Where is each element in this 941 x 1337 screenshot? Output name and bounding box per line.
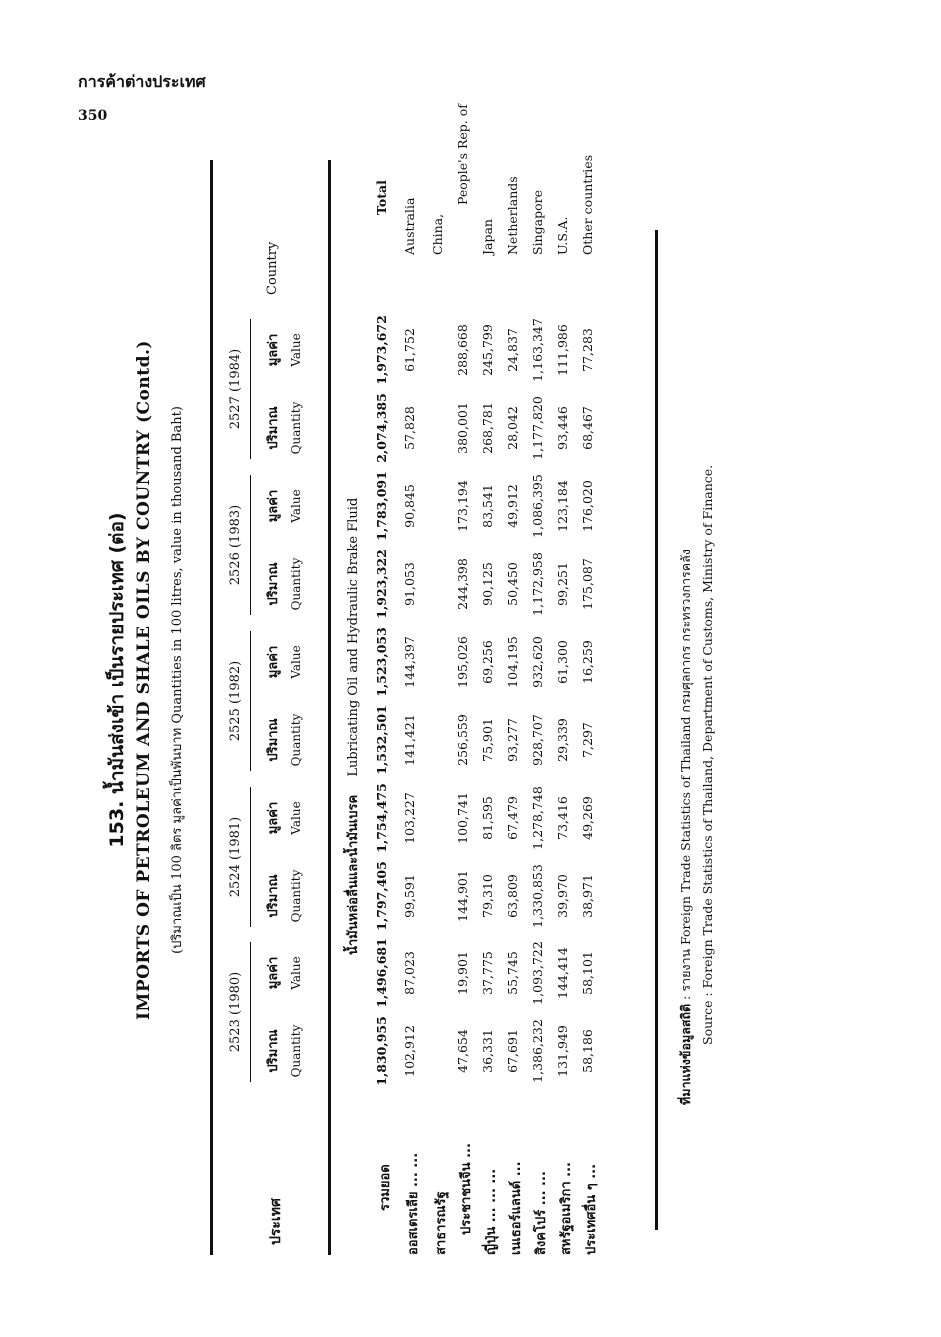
quantity-cell: 141,421: [402, 714, 417, 766]
qty-header-thai: ปริมาณ: [266, 874, 281, 918]
qty-header-thai: ปริมาณ: [266, 1029, 281, 1073]
value-cell: 61,300: [555, 640, 570, 684]
quantity-cell: 244,398: [455, 558, 470, 610]
value-cell: 1,163,347: [530, 318, 545, 382]
value-column-header: [262, 779, 303, 857]
country-name-thai: สหรัฐอเมริกา ...: [559, 1162, 574, 1255]
quantity-cell: 1,172,958: [530, 552, 545, 616]
quantity-cell: 175,087: [580, 558, 595, 610]
quantity-cell: 93,446: [555, 406, 570, 450]
quantity-cell: 68,467: [580, 406, 595, 450]
quantity-cell: 67,691: [505, 1029, 520, 1073]
value-cell: 49,269: [580, 796, 595, 840]
quantity-cell: 36,331: [480, 1029, 495, 1073]
table-title-thai: 153. น้ำมันส่งเข้า เป็นรายประเทศ (ต่อ): [106, 512, 128, 848]
source-thai: ที่มาแห่งข้อมูลสถิติ : รายงาน Foreign Trade Statistics of Thailand กรมศุลกากร กระทรวงการคลัง: [678, 549, 693, 1105]
year-header: 2524 (1981): [228, 816, 243, 898]
val-header-thai: มูลค่า: [266, 801, 281, 835]
quantity-cell: 91,053: [402, 562, 417, 606]
header-bottom-rule: [328, 160, 331, 1255]
value-cell: 1,093,722: [530, 941, 545, 1005]
country-name-english: Australia: [402, 197, 417, 255]
country-name-english: U.S.A.: [555, 216, 570, 255]
quantity-cell: 1,830,955: [374, 1016, 389, 1086]
value-cell: 73,416: [555, 796, 570, 840]
value-cell: 103,227: [402, 792, 417, 844]
qty-header-thai: ปริมาณ: [266, 406, 281, 450]
quantity-cell: 39,970: [555, 874, 570, 918]
value-cell: 24,837: [505, 328, 520, 372]
country-name-english: Total: [374, 180, 389, 215]
country-name-english: China,: [430, 213, 445, 255]
source-label-english: Source: [700, 1000, 715, 1045]
qty-header-thai: ปริมาณ: [266, 562, 281, 606]
quantity-cell: 75,901: [480, 718, 495, 762]
table-row: [374, 105, 396, 1255]
section-heading: [342, 498, 363, 955]
value-cell: 67,479: [505, 796, 520, 840]
country-name-thai: ประเทศอื่น ๆ ...: [584, 1163, 599, 1255]
value-column-header: [262, 934, 303, 1012]
table-row: [555, 105, 577, 1255]
value-cell: 144,397: [402, 636, 417, 688]
quantity-cell: 1,532,501: [374, 705, 389, 775]
table-row: [505, 105, 527, 1255]
table-row: [455, 105, 477, 1255]
quantity-cell: 38,971: [580, 874, 595, 918]
country-name-thai: สาธารณรัฐ: [434, 1191, 449, 1255]
value-cell: 61,752: [402, 328, 417, 372]
value-cell: 1,973,672: [374, 315, 389, 385]
value-cell: 111,986: [555, 324, 570, 376]
section-heading-english: Lubricating Oil and Hydraulic Brake Fluid: [346, 497, 361, 777]
country-name-thai: ออสเตรเลีย ... ...: [406, 1152, 421, 1255]
quantity-cell: 131,949: [555, 1025, 570, 1077]
value-cell: 1,086,395: [530, 474, 545, 538]
section-heading-thai: น้ำมันหล่อลื่นและน้ำมันเบรค: [346, 794, 361, 955]
country-name-thai: รวมยอด: [378, 1164, 393, 1211]
table-unit-note: (ปริมาณเป็น 100 ลิตร มูลค่าเป็นพันบาท Quantities in 100 litres, value in thousand Baht): [170, 406, 185, 954]
quantity-cell: 380,001: [455, 402, 470, 454]
value-cell: 81,595: [480, 796, 495, 840]
quantity-cell: 2,074,385: [374, 393, 389, 463]
value-cell: 176,020: [580, 480, 595, 532]
year-underline: [250, 319, 251, 459]
quantity-cell: 7,297: [580, 722, 595, 758]
country-name-english: Other countries: [580, 154, 595, 255]
value-cell: 90,845: [402, 484, 417, 528]
quantity-cell: 1,797,405: [374, 861, 389, 931]
table-row: [580, 105, 602, 1255]
quantity-column-header: [262, 857, 303, 935]
year-header: 2525 (1982): [228, 660, 243, 742]
country-name-thai: ญี่ปุ่น ... ... ...: [484, 1168, 499, 1255]
val-header-english: Value: [289, 645, 303, 679]
rotated-table-page: [80, 104, 715, 1255]
qty-header-english: Quantity: [289, 713, 303, 767]
value-cell: 123,184: [555, 480, 570, 532]
value-cell: 55,745: [505, 951, 520, 995]
qty-header-english: Quantity: [289, 557, 303, 611]
quantity-cell: 58,186: [580, 1029, 595, 1073]
table-row: [530, 105, 552, 1255]
value-column-header: [262, 467, 303, 545]
val-header-english: Value: [289, 489, 303, 523]
country-name-thai: ประชาชนจีน ...: [459, 1143, 474, 1235]
qty-header-english: Quantity: [289, 869, 303, 923]
source-label-thai: ที่มาแห่งข้อมูลสถิติ: [678, 1003, 693, 1105]
value-cell: 87,023: [402, 951, 417, 995]
quantity-cell: 79,310: [480, 874, 495, 918]
value-cell: 104,195: [505, 636, 520, 688]
quantity-cell: 1,923,322: [374, 549, 389, 619]
val-header-thai: มูลค่า: [266, 489, 281, 523]
value-cell: 1,278,748: [530, 786, 545, 850]
table-top-rule: [210, 160, 213, 1255]
value-cell: 58,101: [580, 951, 595, 995]
quantity-cell: 63,809: [505, 874, 520, 918]
country-name-english: Singapore: [530, 190, 545, 255]
page-header-category: การค้าต่างประเทศ: [78, 72, 206, 91]
quantity-cell: 1,330,853: [530, 864, 545, 928]
val-header-thai: มูลค่า: [266, 333, 281, 367]
value-cell: 83,541: [480, 484, 495, 528]
source-english: Source : Foreign Trade Statistics of Thailand, Department of Customs, Ministry of Finance.: [700, 464, 715, 1045]
value-cell: 245,799: [480, 324, 495, 376]
val-header-english: Value: [289, 956, 303, 990]
val-header-english: Value: [289, 801, 303, 835]
table-bottom-rule: [655, 230, 658, 1230]
quantity-cell: 144,901: [455, 870, 470, 922]
qty-header-english: Quantity: [289, 1024, 303, 1078]
value-cell: 932,620: [530, 636, 545, 688]
value-cell: 1,496,681: [374, 938, 389, 1008]
quantity-cell: 1,386,232: [530, 1019, 545, 1083]
val-header-thai: มูลค่า: [266, 956, 281, 990]
value-cell: 100,741: [455, 792, 470, 844]
year-header: 2523 (1980): [228, 971, 243, 1053]
quantity-cell: 99,591: [402, 874, 417, 918]
quantity-cell: 57,828: [402, 406, 417, 450]
quantity-cell: 29,339: [555, 718, 570, 762]
year-underline: [250, 631, 251, 771]
val-header-thai: มูลค่า: [266, 645, 281, 679]
country-name-thai: เนเธอร์แลนด์ ...: [509, 1161, 524, 1255]
value-column-header: [262, 623, 303, 701]
column-header-country-thai: ประเทศ: [268, 1198, 284, 1245]
quantity-cell: 90,125: [480, 562, 495, 606]
year-header: 2526 (1983): [228, 504, 243, 586]
value-cell: 69,256: [480, 640, 495, 684]
value-cell: 37,775: [480, 951, 495, 995]
source-text-thai: รายงาน Foreign Trade Statistics of Thailand กรมศุลกากร กระทรวงการคลัง: [678, 549, 693, 992]
quantity-column-header: [262, 701, 303, 779]
value-cell: 19,901: [455, 951, 470, 995]
value-cell: 1,783,091: [374, 471, 389, 541]
country-name-english: People's Rep. of: [455, 104, 470, 205]
quantity-column-header: [262, 389, 303, 467]
country-name-english: Netherlands: [505, 176, 520, 255]
table-row: [430, 105, 452, 1255]
value-cell: 1,754,475: [374, 783, 389, 853]
table-title-english: IMPORTS OF PETROLEUM AND SHALE OILS BY COUNTRY (Contd.): [134, 340, 154, 1020]
quantity-cell: 1,177,820: [530, 396, 545, 460]
year-underline: [250, 475, 251, 615]
year-underline: [250, 942, 251, 1082]
value-cell: 77,283: [580, 328, 595, 372]
quantity-cell: 47,654: [455, 1029, 470, 1073]
table-row: [480, 105, 502, 1255]
value-cell: 195,026: [455, 636, 470, 688]
page-number: 350: [78, 108, 108, 124]
quantity-cell: 28,042: [505, 406, 520, 450]
country-name-thai: สิงคโปร์ ... ...: [534, 1171, 549, 1255]
table-row: [402, 105, 424, 1255]
source-text-english: Foreign Trade Statistics of Thailand, Department of Customs, Ministry of Finance.: [700, 464, 715, 989]
quantity-cell: 268,781: [480, 402, 495, 454]
val-header-english: Value: [289, 333, 303, 367]
column-header-country-english: Country: [265, 241, 280, 295]
quantity-column-header: [262, 545, 303, 623]
quantity-cell: 50,450: [505, 562, 520, 606]
country-name-english: Japan: [480, 219, 495, 255]
value-cell: 288,668: [455, 324, 470, 376]
value-cell: 144,414: [555, 947, 570, 999]
value-cell: 1,523,053: [374, 627, 389, 697]
value-cell: 16,259: [580, 640, 595, 684]
value-cell: 173,194: [455, 480, 470, 532]
quantity-cell: 93,277: [505, 718, 520, 762]
quantity-cell: 102,912: [402, 1025, 417, 1077]
quantity-cell: 99,251: [555, 562, 570, 606]
value-column-header: [262, 311, 303, 389]
quantity-cell: 256,559: [455, 714, 470, 766]
value-cell: 49,912: [505, 484, 520, 528]
quantity-cell: 928,707: [530, 714, 545, 766]
year-underline: [250, 787, 251, 927]
qty-header-english: Quantity: [289, 401, 303, 455]
quantity-column-header: [262, 1012, 303, 1090]
qty-header-thai: ปริมาณ: [266, 718, 281, 762]
year-header: 2527 (1984): [228, 348, 243, 430]
